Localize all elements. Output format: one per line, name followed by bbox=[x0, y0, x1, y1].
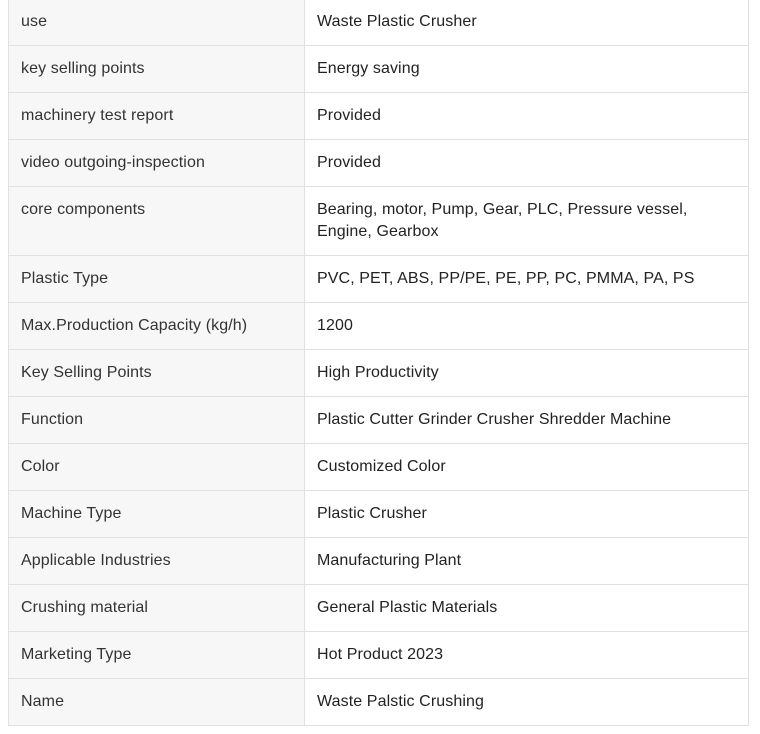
spec-key: Marketing Type bbox=[9, 632, 305, 679]
spec-key: Applicable Industries bbox=[9, 538, 305, 585]
spec-key: machinery test report bbox=[9, 93, 305, 140]
spec-key: Color bbox=[9, 444, 305, 491]
spec-value: High Productivity bbox=[305, 350, 749, 397]
table-row bbox=[9, 0, 749, 46]
spec-key: Max.Production Capacity (kg/h) bbox=[9, 303, 305, 350]
table-row bbox=[9, 256, 749, 303]
spec-table-body bbox=[9, 0, 749, 726]
spec-value: Customized Color bbox=[305, 444, 749, 491]
spec-value: Energy saving bbox=[305, 46, 749, 93]
spec-value: 1200 bbox=[305, 303, 749, 350]
table-row bbox=[9, 350, 749, 397]
table-row bbox=[9, 93, 749, 140]
spec-value: Plastic Crusher bbox=[305, 491, 749, 538]
spec-key: Crushing material bbox=[9, 585, 305, 632]
spec-key: Name bbox=[9, 679, 305, 726]
spec-value: Waste Plastic Crusher bbox=[305, 0, 749, 46]
table-row bbox=[9, 585, 749, 632]
table-row bbox=[9, 46, 749, 93]
spec-value: Manufacturing Plant bbox=[305, 538, 749, 585]
table-row bbox=[9, 632, 749, 679]
table-row bbox=[9, 303, 749, 350]
spec-value: Plastic Cutter Grinder Crusher Shredder Machine bbox=[305, 397, 749, 444]
spec-value: Bearing, motor, Pump, Gear, PLC, Pressure vessel, Engine, Gearbox bbox=[305, 187, 749, 256]
spec-value: Hot Product 2023 bbox=[305, 632, 749, 679]
spec-key: key selling points bbox=[9, 46, 305, 93]
table-row bbox=[9, 538, 749, 585]
product-spec-table bbox=[8, 0, 749, 726]
table-row bbox=[9, 140, 749, 187]
spec-value: Provided bbox=[305, 93, 749, 140]
spec-value: PVC, PET, ABS, PP/PE, PE, PP, PC, PMMA, PA, PS bbox=[305, 256, 749, 303]
spec-key: use bbox=[9, 0, 305, 46]
spec-key: Plastic Type bbox=[9, 256, 305, 303]
table-row bbox=[9, 444, 749, 491]
spec-value: Waste Palstic Crushing bbox=[305, 679, 749, 726]
spec-key: Function bbox=[9, 397, 305, 444]
spec-key: Machine Type bbox=[9, 491, 305, 538]
spec-value: Provided bbox=[305, 140, 749, 187]
spec-key: core components bbox=[9, 187, 305, 256]
table-row bbox=[9, 491, 749, 538]
table-row bbox=[9, 679, 749, 726]
spec-value: General Plastic Materials bbox=[305, 585, 749, 632]
spec-key: video outgoing-inspection bbox=[9, 140, 305, 187]
table-row bbox=[9, 187, 749, 256]
spec-key: Key Selling Points bbox=[9, 350, 305, 397]
table-row bbox=[9, 397, 749, 444]
